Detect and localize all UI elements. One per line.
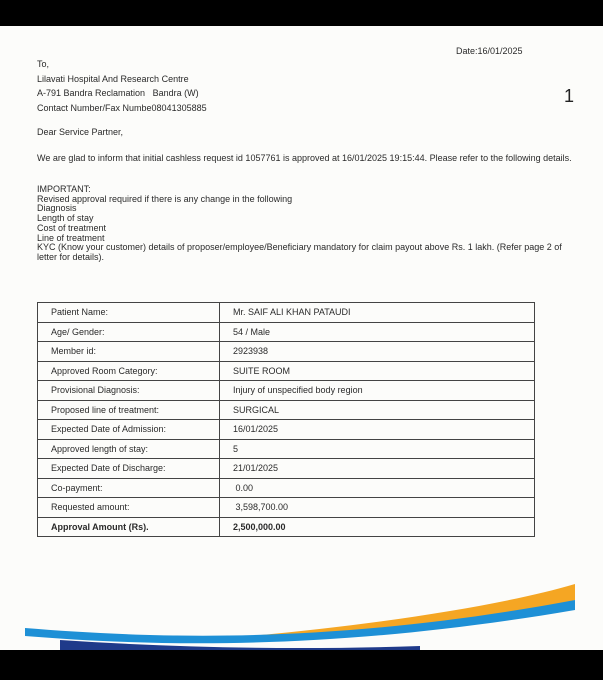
letter-page bbox=[0, 26, 603, 650]
row-value: 5 bbox=[220, 439, 535, 459]
address-name: Lilavati Hospital And Research Centre bbox=[37, 73, 189, 84]
row-label: Age/ Gender: bbox=[38, 322, 220, 342]
row-label: Expected Date of Admission: bbox=[38, 420, 220, 440]
table-row bbox=[38, 342, 535, 362]
approval-details-table bbox=[37, 302, 535, 537]
greeting: Dear Service Partner, bbox=[37, 127, 124, 137]
table-row bbox=[38, 381, 535, 401]
important-item: Length of stay bbox=[37, 213, 94, 224]
intro-paragraph: We are glad to inform that initial cashless request id 1057761 is approved at 16/01/2025 19:15:44. Please refer to the following details. bbox=[37, 153, 572, 163]
row-value: Injury of unspecified body region bbox=[220, 381, 535, 401]
important-heading: IMPORTANT: bbox=[37, 184, 91, 194]
page-number: 1 bbox=[564, 86, 575, 106]
row-label: Approval Amount (Rs). bbox=[38, 517, 220, 537]
row-label: Member id: bbox=[38, 342, 220, 362]
row-label: Co-payment: bbox=[38, 478, 220, 498]
recipient-address bbox=[37, 57, 207, 115]
important-line: Revised approval required if there is any change in the following bbox=[37, 193, 293, 204]
row-label: Provisional Diagnosis: bbox=[38, 381, 220, 401]
row-value: 0.00 bbox=[220, 478, 535, 498]
footer-wave-graphic bbox=[0, 566, 603, 650]
table-row bbox=[38, 439, 535, 459]
address-contact: Contact Number/Fax Numbe08041305885 bbox=[37, 102, 207, 113]
row-value: 3,598,700.00 bbox=[220, 498, 535, 518]
row-value: 16/01/2025 bbox=[220, 420, 535, 440]
important-item: Line of treatment bbox=[37, 232, 105, 243]
row-value: 2923938 bbox=[220, 342, 535, 362]
row-label: Approved Room Category: bbox=[38, 361, 220, 381]
kyc-note: KYC (Know your customer) details of proposer/employee/Beneficiary mandatory for claim payout above Rs. 1 lakh. (Refer page 2 of letter for details). bbox=[37, 242, 562, 262]
row-value: SURGICAL bbox=[220, 400, 535, 420]
row-label: Expected Date of Discharge: bbox=[38, 459, 220, 479]
important-section bbox=[37, 185, 572, 263]
row-label: Requested amount: bbox=[38, 498, 220, 518]
important-item: Diagnosis bbox=[37, 203, 77, 214]
address-street: A-791 Bandra Reclamation Bandra (W) bbox=[37, 88, 199, 98]
row-value: SUITE ROOM bbox=[220, 361, 535, 381]
table-row bbox=[38, 361, 535, 381]
row-label: Patient Name: bbox=[38, 303, 220, 323]
row-label: Approved length of stay: bbox=[38, 439, 220, 459]
letter-date: Date:16/01/2025 bbox=[456, 46, 523, 56]
table-row bbox=[38, 517, 535, 537]
table-row bbox=[38, 322, 535, 342]
table-row bbox=[38, 478, 535, 498]
row-value: 21/01/2025 bbox=[220, 459, 535, 479]
table-row bbox=[38, 498, 535, 518]
table-row bbox=[38, 303, 535, 323]
row-value: Mr. SAIF ALI KHAN PATAUDI bbox=[220, 303, 535, 323]
row-label: Proposed line of treatment: bbox=[38, 400, 220, 420]
table-row bbox=[38, 459, 535, 479]
table-row bbox=[38, 400, 535, 420]
row-value: 2,500,000.00 bbox=[220, 517, 535, 537]
row-value: 54 / Male bbox=[220, 322, 535, 342]
address-to: To, bbox=[37, 59, 50, 69]
important-item: Cost of treatment bbox=[37, 222, 107, 233]
table-row bbox=[38, 420, 535, 440]
